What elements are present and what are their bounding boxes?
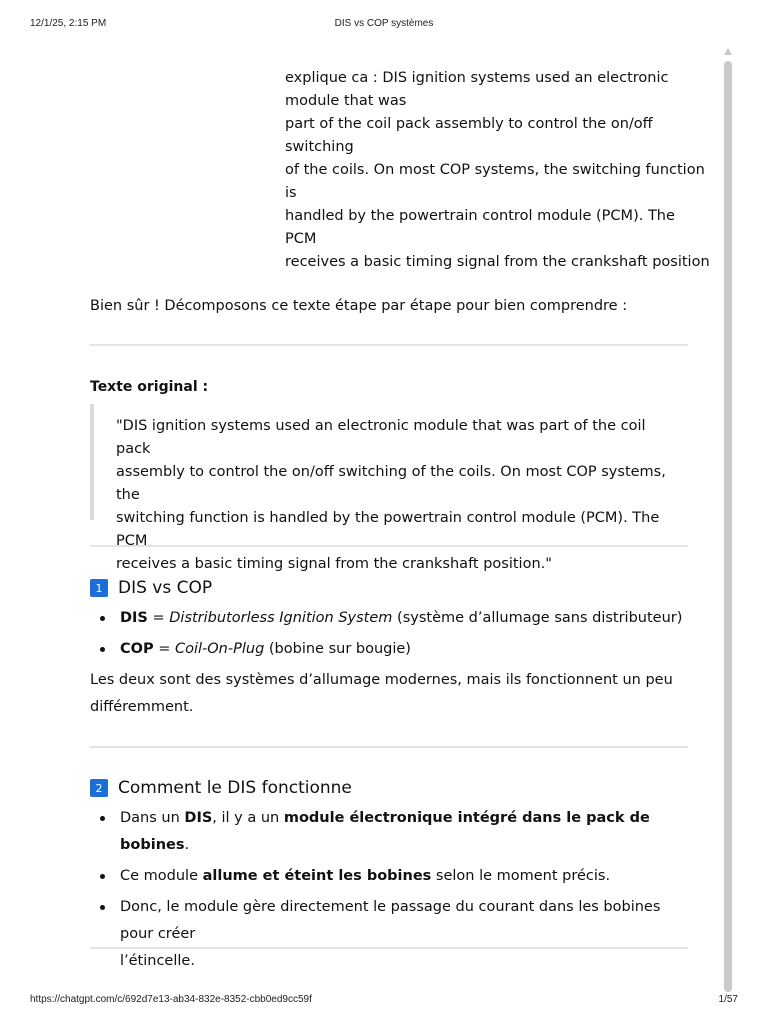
number-1-badge-icon: 1 (90, 579, 108, 597)
scrollbar-thumb[interactable] (724, 61, 732, 992)
section-1-list (90, 605, 690, 663)
section-1-title: DIS vs COP (118, 578, 213, 598)
print-title: DIS vs COP systèmes (334, 18, 434, 29)
user-message-line: explique ca : DIS ignition systems used an electronic (285, 70, 669, 86)
section-1-heading (90, 575, 212, 601)
user-message-line: is (285, 185, 297, 201)
print-footer (30, 994, 738, 1008)
divider (90, 545, 688, 547)
page-url: https://chatgpt.com/c/692d7e13-ab34-832e-8352-cbb0ed9cc59f (30, 994, 312, 1005)
section-2-list (90, 805, 690, 975)
scroll-up-arrow-icon[interactable] (724, 48, 732, 55)
section-2-heading (90, 775, 352, 801)
divider (90, 746, 688, 748)
user-message-line: switching (285, 139, 354, 155)
divider (90, 947, 688, 949)
quote-line: switching function is handled by the powertrain control module (PCM). The PCM (116, 510, 660, 549)
section-2-title: Comment le DIS fonctionne (118, 778, 352, 798)
quote-line: "DIS ignition systems used an electronic module that was part of the coil pack (116, 418, 646, 457)
list-item: Ce module allume et éteint les bobines selon le moment précis. (90, 863, 690, 890)
quote-line: receives a basic timing signal from the crankshaft position." (116, 556, 552, 572)
section-1-paragraph: Les deux sont des systèmes d’allumage modernes, mais ils fonctionnent un peu différemment. (90, 672, 673, 715)
quote-line: assembly to control the on/off switching of the coils. On most COP systems, the (116, 464, 666, 503)
original-quote (90, 404, 680, 572)
user-message-line: of the coils. On most COP systems, the switching function (285, 162, 705, 178)
response-intro: Bien sûr ! Décomposons ce texte étape par étape pour bien comprendre : (90, 298, 628, 314)
list-item: Donc, le module gère directement le passage du courant dans les bobines pour créer l’étincelle. (90, 894, 690, 975)
user-message-line: PCM (285, 231, 317, 247)
user-message-line: receives a basic timing signal from the crankshaft position (285, 254, 710, 270)
print-date: 12/1/25, 2:15 PM (30, 18, 107, 29)
page-number: 1/57 (718, 994, 738, 1005)
original-text-heading: Texte original : (90, 379, 209, 395)
list-item: Dans un DIS, il y a un module électronique intégré dans le pack de bobines. (90, 805, 690, 859)
user-message-line: handled by the powertrain control module (PCM). The (285, 208, 675, 224)
number-2-badge-icon: 2 (90, 779, 108, 797)
divider (90, 344, 688, 346)
user-message-line: module that was (285, 93, 407, 109)
user-message (285, 67, 710, 274)
list-item: COP = Coil-On-Plug (bobine sur bougie) (90, 636, 690, 663)
scrollbar[interactable] (724, 48, 732, 992)
print-header (30, 18, 738, 32)
user-message-line: part of the coil pack assembly to control the on/off (285, 116, 653, 132)
list-item: DIS = Distributorless Ignition System (système d’allumage sans distributeur) (90, 605, 690, 632)
